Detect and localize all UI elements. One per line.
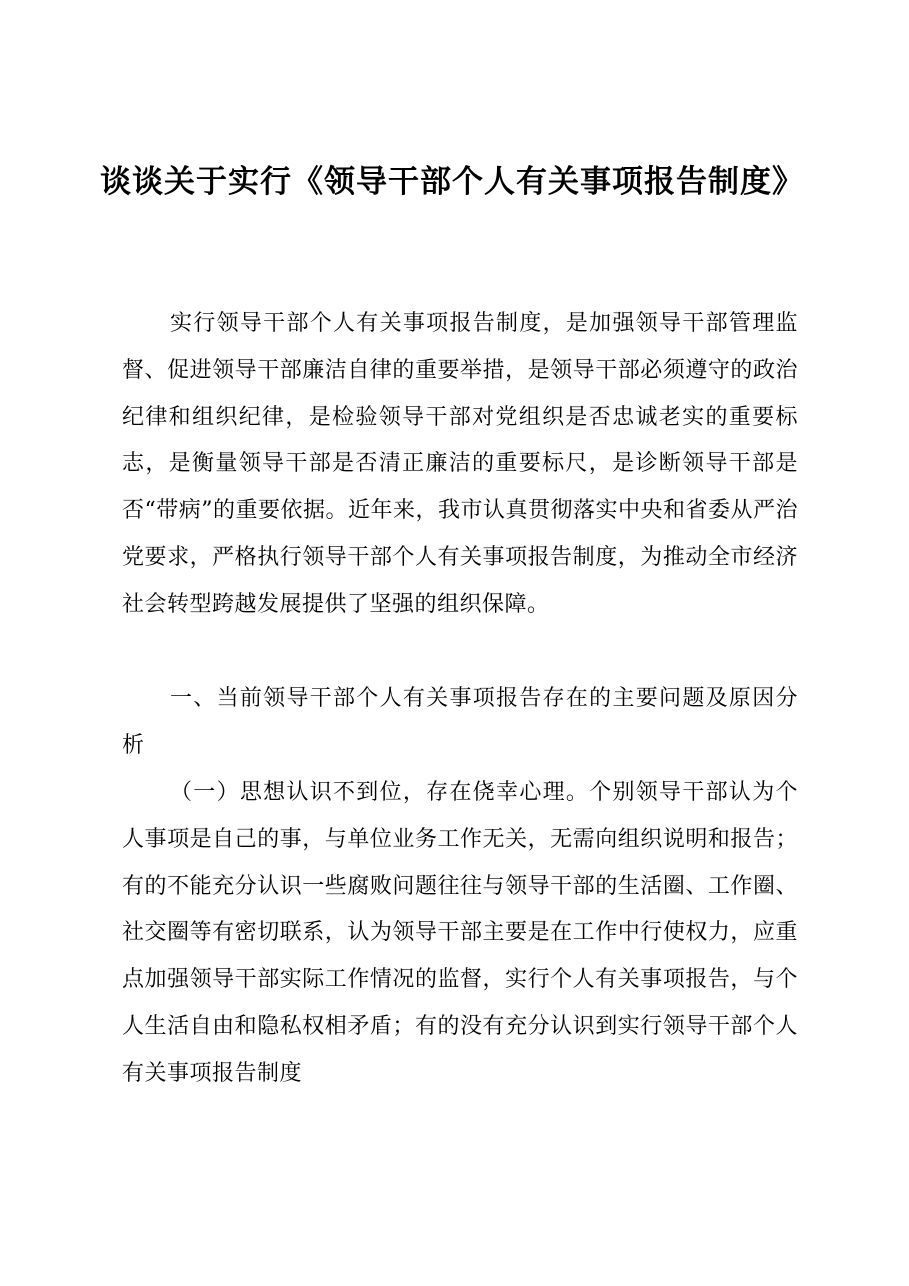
document-title: 谈谈关于实行《领导干部个人有关事项报告制度》 — [100, 164, 804, 200]
paragraph-subsection-1: （一）思想认识不到位，存在侥幸心理。个别领导干部认为个人事项是自己的事，与单位业务工作无关，无需向组织说明和报告；有的不能充分认识一些腐败问题往往与领导干部的生活圈、工作圈、社交圈等有密切联系，认为领导干部主要是在工作中行使权力，应重点加强领导干部实际工作情况的监督，实行个人有关事项报告，与个人生活自由和隐私权相矛盾；有的没有充分认识到实行领导干部个人有关事项报告制度 — [122, 780, 798, 1086]
paragraph-intro: 实行领导干部个人有关事项报告制度，是加强领导干部管理监督、促进领导干部廉洁自律的重要举措，是领导干部必须遵守的政治纪律和组织纪律，是检验领导干部对党组织是否忠诚老实的重要标志，是衡量领导干部是否清正廉洁的重要标尺，是诊断领导干部是否“带病”的重要依据。近年来，我市认真贯彻落实中央和省委从严治党要求，严格执行领导干部个人有关事项报告制度，为推动全市经济社会转型跨越发展提供了坚强的组织保障。 — [122, 311, 798, 617]
section-heading-1: 一、当前领导干部个人有关事项报告存在的主要问题及原因分析 — [122, 686, 798, 758]
